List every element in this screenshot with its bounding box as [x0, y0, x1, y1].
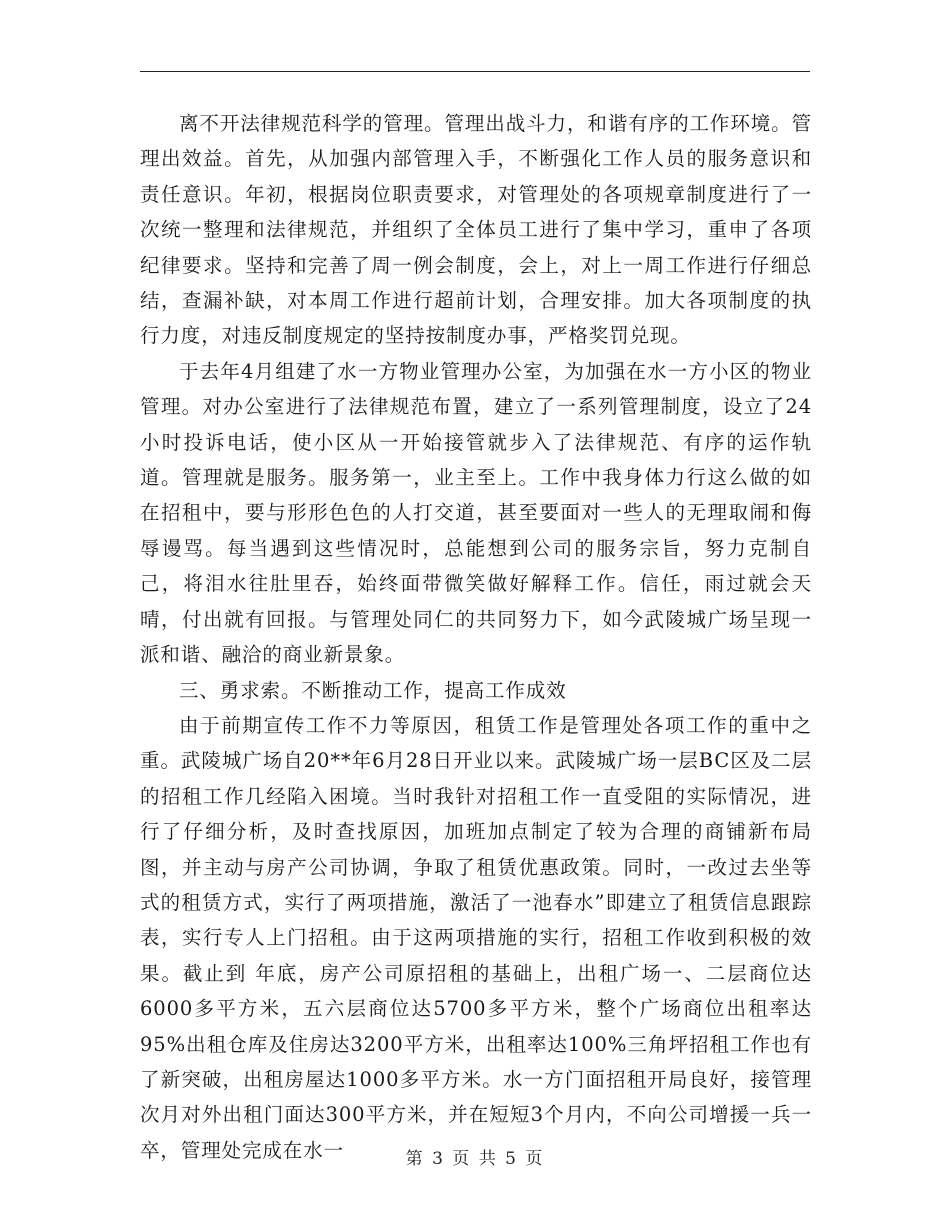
section-heading: 三、勇求索。不断推动工作，提高工作成效 [179, 678, 567, 702]
paragraph-office-setup: 于去年4月组建了水一方物业管理办公室，为加强在水一方小区的物业管理。对办公室进行了法律规范布置，建立了一系列管理制度，设立了24小时投诉电话，使小区从一开始接管就步入了法律规范、有序的运作轨道。管理就是服务。服务第一，业主至上。工作中我身体力行这么做的如在招租中，要与形形色色的人打交道，甚至要面对一些人的无理取闹和侮辱谩骂。每当遇到这些情况时，总能想到公司的服务宗旨，努力克制自己，将泪水往肚里吞，始终面带微笑做好解释工作。信任，雨过就会天晴，付出就有回报。与管理处同仁的共同努力下，如今武陵城广场呈现一派和谐、融洽的商业新景象。 [140, 359, 812, 667]
header-rule [140, 71, 810, 72]
paragraph-management: 离不开法律规范科学的管理。管理出战斗力，和谐有序的工作环境。管理出效益。首先，从加强内部管理入手，不断强化工作人员的服务意识和责任意识。年初，根据岗位职责要求，对管理处的各项规章制度进行了一次统一整理和法律规范，并组织了全体员工进行了集中学习，重申了各项纪律要求。坚持和完善了周一例会制度，会上，对上一周工作进行仔细总结，查漏补缺，对本周工作进行超前计划，合理安排。加大各项制度的执行力度，对违反制度规定的坚持按制度办事，严格奖罚兑现。 [140, 112, 812, 348]
paragraph-leasing: 由于前期宣传工作不力等原因，租赁工作是管理处各项工作的重中之重。武陵城广场自20**年6月28日开业以来。武陵城广场一层BC区及二层的招租工作几经陷入困境。当时我针对招租工作一直受阻的实际情况，进行了仔细分析，及时查找原因，加班加点制定了较为合理的商铺新布局图，并主动与房产公司协调，争取了租赁优惠政策。同时，一改过去坐等式的租赁方式，实行了两项措施，激活了一池春水”即建立了租赁信息跟踪表，实行专人上门招租。由于这两项措施的实行，招租工作收到积极的效果。截止到 年底，房产公司原招租的基础上，出租广场一、二层商位达6000多平方米，五六层商位达5700多平方米，整个广场商位出租率达95%出租仓库及住房达3200平方米，出租率达100%三角坪招租工作也有了新突破，出租房屋达1000多平方米。水一方门面招租开局良好，接管理次月对外出租门面达300平方米，并在短短3个月内，不向公司增援一兵一卒，管理处完成在水一 [140, 713, 812, 1162]
page-number: 第 3 页 共 5 页 [405, 1149, 545, 1169]
document-body [140, 106, 812, 1168]
